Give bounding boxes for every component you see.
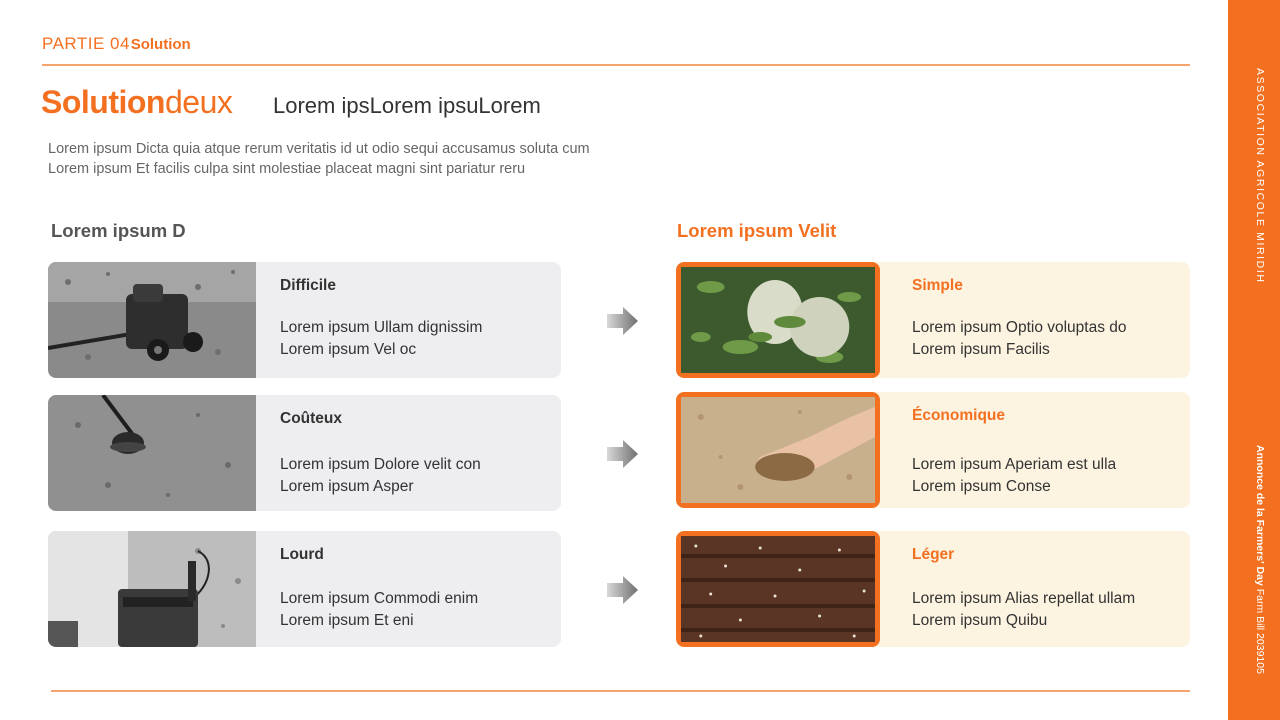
part-number: PARTIE 04	[42, 34, 130, 53]
card-line: Lorem ipsum Commodi enim	[280, 590, 479, 607]
card-line: Lorem ipsum Quibu	[912, 612, 1048, 629]
arrow-right-icon	[605, 306, 639, 336]
card-line: Lorem ipsum Facilis	[912, 341, 1050, 358]
arrow-right-icon	[605, 575, 639, 605]
card-line: Lorem ipsum Et eni	[280, 612, 414, 629]
card-title: Économique	[912, 407, 1006, 424]
card-line: Lorem ipsum Alias repellat ullam	[912, 590, 1136, 607]
card-title: Lourd	[280, 546, 324, 563]
footer-note-regular: Farm Bill 2039105	[1254, 585, 1266, 674]
gloved-hands-weeds-photo	[676, 262, 880, 378]
right-column-heading: Lorem ipsum Velit	[677, 220, 837, 241]
solution-card-leger	[676, 531, 1190, 647]
bottom-divider	[51, 690, 1190, 692]
top-divider	[42, 64, 1190, 66]
page-subtitle: Lorem ipsLorem ipsuLorem	[273, 93, 541, 118]
card-title: Difficile	[280, 277, 336, 294]
hand-soil-photo	[676, 392, 880, 508]
title-accent: deux	[164, 84, 233, 120]
footer-note-bold: Annonce de la Farmers' Day	[1254, 445, 1266, 586]
card-title: Léger	[912, 546, 955, 563]
card-title: Coûteux	[280, 410, 342, 427]
intro-text	[48, 139, 668, 179]
card-line: Lorem ipsum Aperiam est ulla	[912, 456, 1117, 473]
left-column-heading: Lorem ipsum D	[51, 220, 186, 241]
lawn-mower-photo	[48, 262, 256, 378]
card-title: Simple	[912, 277, 963, 294]
card-line: Lorem ipsum Vel oc	[280, 341, 417, 358]
title-main: Solution	[41, 84, 165, 120]
section-header	[42, 34, 191, 54]
footer-note	[1254, 445, 1266, 674]
solution-card-simple	[676, 262, 1190, 378]
card-line: Lorem ipsum Conse	[912, 478, 1051, 495]
string-trimmer-photo	[48, 395, 256, 511]
seeded-soil-photo	[676, 531, 880, 647]
arrow-right-icon	[605, 439, 639, 469]
tiller-machine-photo	[48, 531, 256, 647]
intro-line: Lorem ipsum Dicta quia atque rerum veritatis id ut odio sequi accusamus soluta cum	[48, 141, 590, 157]
card-line: Lorem ipsum Dolore velit con	[280, 456, 481, 473]
card-line: Lorem ipsum Asper	[280, 478, 414, 495]
problem-card-difficile	[48, 262, 561, 378]
problem-card-lourd	[48, 531, 561, 647]
page-title	[41, 84, 232, 121]
organization-name: ASSOCIATION AGRICOLE MIRIDIH	[1254, 68, 1266, 284]
intro-line: Lorem ipsum Et facilis culpa sint molestiae placeat magni sint pariatur reru	[48, 161, 526, 177]
section-label: Solution	[130, 36, 191, 53]
solution-card-economique	[676, 392, 1190, 508]
card-line: Lorem ipsum Optio voluptas do	[912, 319, 1127, 336]
problem-card-couteux	[48, 395, 561, 511]
card-line: Lorem ipsum Ullam dignissim	[280, 319, 483, 336]
